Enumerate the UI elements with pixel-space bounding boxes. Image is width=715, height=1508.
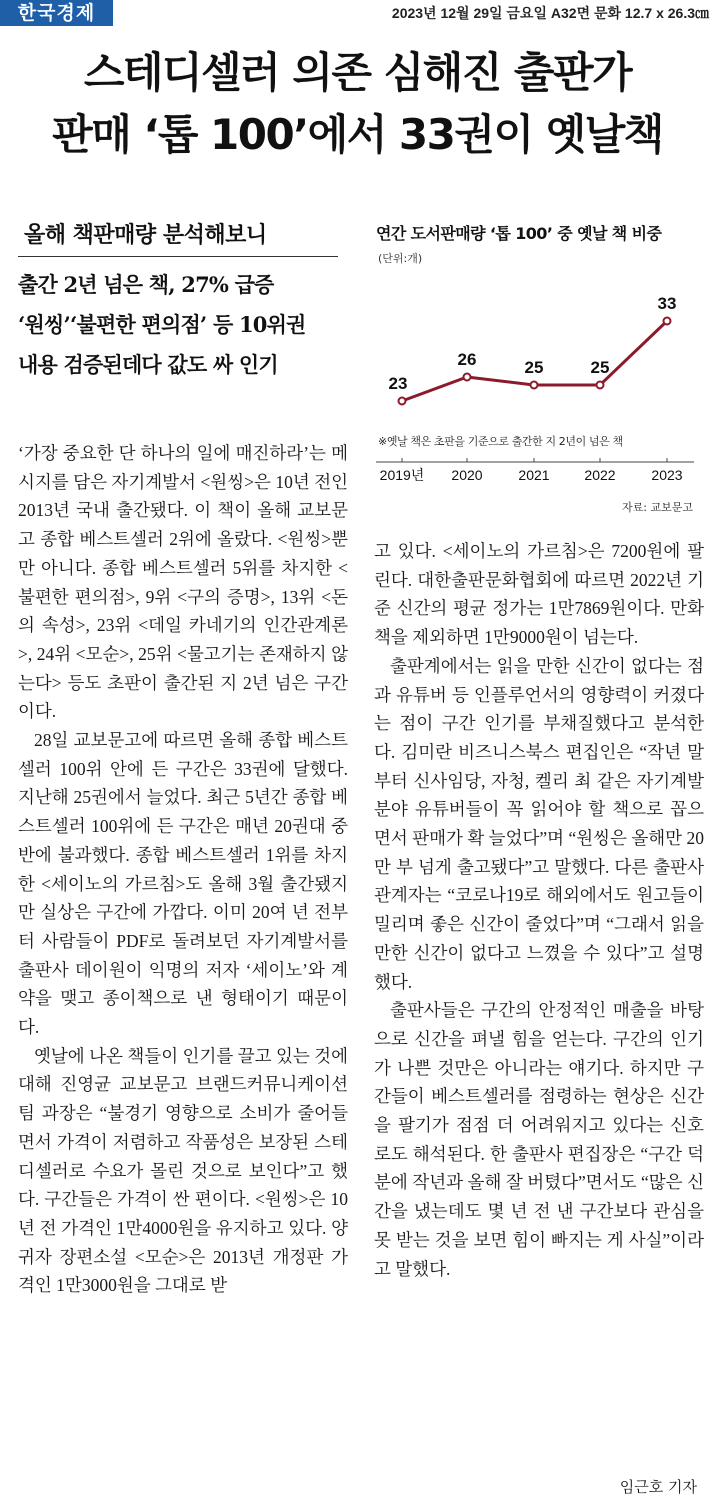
x-tick-label: 2020 [451,467,483,483]
headline-line-2: 판매 ‘톱 100’에서 33권이 옛날책 [52,110,663,159]
byline: 임근호 기자 [619,1478,697,1496]
article-paragraph: ‘가장 중요한 단 하나의 일에 매진하라’는 메시지를 담은 자기계발서 <원씽>은 10년 전인 2013년 국내 출간됐다. 이 책이 올해 교보문고 종합 베스트셀러 2위에 올랐다. <원씽>뿐만 아니다. 종합 베스트셀러 5위를 차지한 <불편한 편의점>, 9위 <구의 증명>, 13위 <돈의 속성>, 23위 <데일 카네기의 인간관계론>, 24위 <모순>, 25위 <물고기는 존재하지 않는다> 등도 초판이 출간된 지 2년 넘은 구간이다. [18,443,348,722]
subheadlines [18,265,348,385]
article-column-right [374,537,704,1283]
data-point [399,398,406,405]
article-paragraph: 출판사들은 구간의 안정적인 매출을 바탕으로 신간을 펴낼 힘을 얻는다. 구간의 인기가 나쁜 것만은 아니라는 얘기다. 하지만 구간들이 베스트셀러를 점령하는 현상은 신간을 팔기가 점점 더 어려워지고 있다는 신호로도 해석된다. 한 출판사 편집장은 “구간 덕분에 작년과 올해 잘 버텼다”면서도 “많은 신간을 냈는데도 몇 년 전 낸 구간보다 관심을 못 받는 것을 보면 힘이 빠지는 게 사실”이라고 말했다. [374,1000,704,1279]
data-label: 25 [524,358,544,377]
chart-unit: (단위:개) [378,252,423,265]
line-chart [370,270,700,495]
subheadline-3: 내용 검증된데다 값도 싸 인기 [18,352,278,377]
data-label: 23 [388,374,408,393]
article-paragraph: 고 있다. <세이노의 가르침>은 7200원에 팔린다. 대한출판문화협회에 따르면 2022년 기준 신간의 평균 정가는 1만7869원이다. 만화책을 제외하면 1만9000원이 넘는다. [374,541,704,648]
data-label: 33 [657,294,677,313]
article-column-left [18,439,348,1300]
x-tick-label: 2021 [518,467,550,483]
data-label: 25 [590,358,610,377]
data-point [531,382,538,389]
data-point [597,382,604,389]
chart-source: 자료: 교보문고 [622,501,693,514]
article-paragraph: 출판계에서는 읽을 만한 신간이 없다는 점과 유튜버 등 인플루언서의 영향력이 커졌다는 점이 구간 인기를 부채질했다고 분석한다. 김미란 비즈니스북스 편집인은 “작년 말부터 신사임당, 자청, 켈리 최 같은 자기계발 분야 유튜버들이 꼭 읽어야 할 책으로 꼽으면서 판매가 확 늘었다”며 “원씽은 올해만 20만 부 넘게 출고됐다”고 말했다. 다른 출판사 관계자는 “코로나19로 해외에서도 원고들이 밀리며 좋은 신간이 줄었다”며 “그래서 읽을 만한 신간이 없다고 느꼈을 수 있다”고 설명했다. [374,655,704,992]
x-tick-label: 2022 [584,467,616,483]
article-paragraph: 옛날에 나온 책들이 인기를 끌고 있는 것에 대해 진영균 교보문고 브랜드커뮤니케이션팀 과장은 “불경기 영향으로 소비가 줄어들면서 가격이 저렴하고 작품성은 보장된 스테디셀러로 수요가 몰린 것으로 보인다”고 했다. 구간들은 가격이 싼 편이다. <원씽>은 10년 전 가격인 1만4000원을 유지하고 있다. 양귀자 장편소설 <모순>은 2013년 개정판 가격인 1만3000원을 그대로 받 [18,1045,348,1296]
chart-title: 연간 도서판매량 ‘톱 100’ 중 옛날 책 비중 [376,224,662,243]
x-tick-label: 2023 [651,467,683,483]
data-point [664,318,671,325]
data-label: 26 [457,350,477,369]
subhead-divider [18,256,338,257]
masthead [0,0,715,28]
headline [0,42,715,166]
newspaper-logo: 한국경제 [0,0,113,26]
x-tick-label: 2019년 [379,467,425,483]
subheadline-2: ‘원씽’‘불편한 편의점’ 등 10위권 [18,312,306,337]
subheadline-1: 출간 2년 넘은 책, 27% 급증 [18,272,274,297]
article-paragraph: 28일 교보문고에 따르면 올해 종합 베스트셀러 100위 안에 든 구간은 33권에 달했다. 지난해 25권에서 늘었다. 최근 5년간 종합 베스트셀러 100위에 든 구간은 매년 20권대 중반에 불과했다. 종합 베스트셀러 1위를 차지한 <세이노의 가르침>도 올해 3월 출간됐지만 실상은 구간에 가깝다. 이미 20여 년 전부터 사람들이 PDF로 돌려보던 자기계발서를 출판사 데이원이 익명의 저자 ‘세이노’와 계약을 맺고 종이책으로 낸 형태이기 때문이다. [18,730,348,1038]
subhead-kicker: 올해 책판매량 분석해보니 [24,223,267,248]
dateline: 2023년 12월 29일 금요일 A32면 문화 12.7 x 26.3㎝ [391,5,709,21]
headline-line-1: 스테디셀러 의존 심해진 출판가 [83,48,632,97]
chart-note: ※옛날 책은 초판을 기준으로 출간한 지 2년이 넘은 책 [378,435,623,448]
data-point [464,374,471,381]
